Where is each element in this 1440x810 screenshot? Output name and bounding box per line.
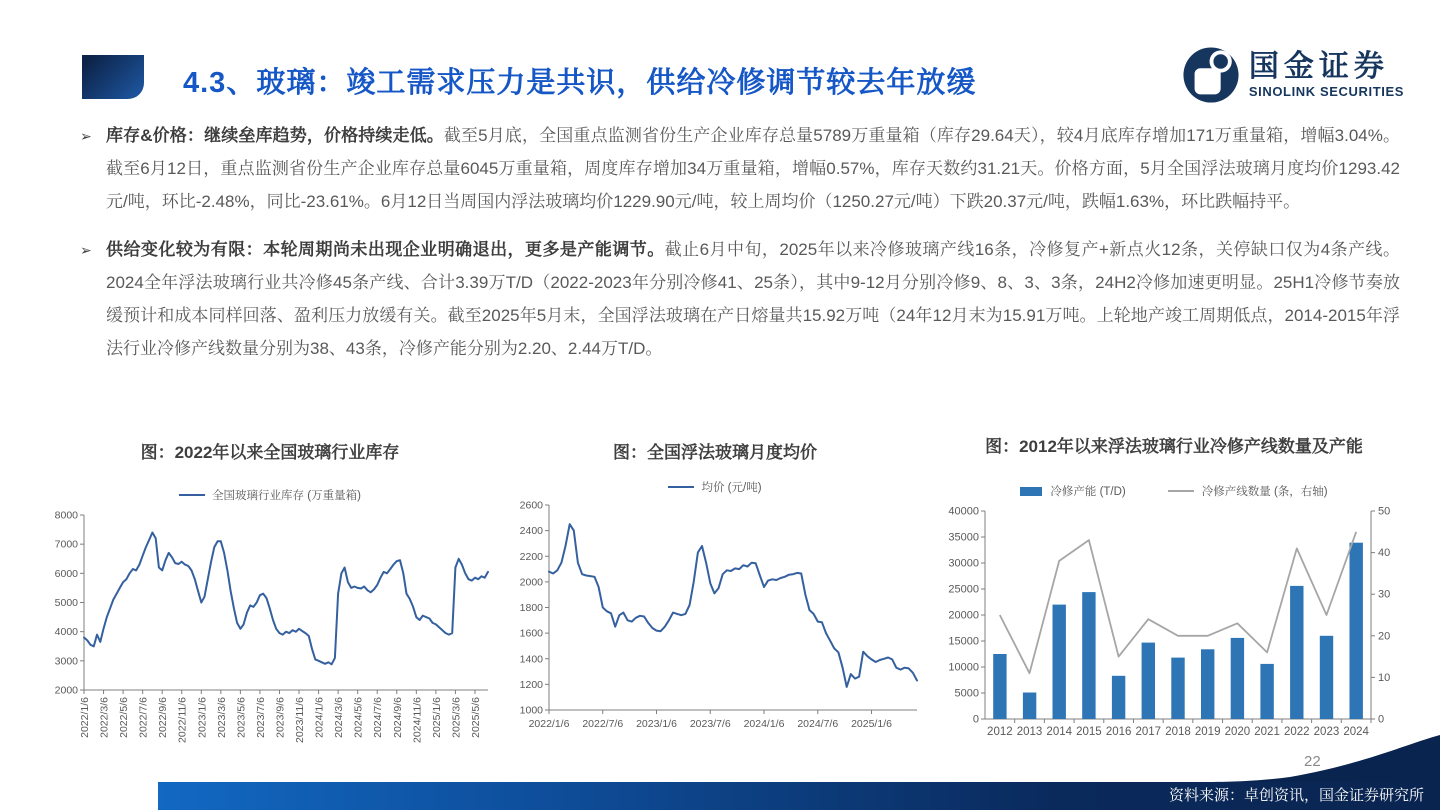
chart-title: 图：全国浮法玻璃月度均价 <box>613 443 817 462</box>
svg-text:2600: 2600 <box>519 499 543 512</box>
svg-text:2022/9/6: 2022/9/6 <box>157 697 170 738</box>
svg-text:7000: 7000 <box>54 538 78 551</box>
legend-line-swatch <box>1168 490 1194 493</box>
inventory-line-chart <box>40 507 500 769</box>
page-number: 22 <box>1304 753 1321 770</box>
legend-label: 均价 (元/吨) <box>701 482 762 494</box>
svg-text:1200: 1200 <box>519 678 543 691</box>
bullet-list <box>80 119 1400 380</box>
svg-text:2014: 2014 <box>1046 726 1073 738</box>
svg-text:10000: 10000 <box>948 661 979 674</box>
svg-text:2024/3/6: 2024/3/6 <box>333 697 346 738</box>
logo-name-cn: 国金证券 <box>1248 50 1389 83</box>
svg-text:2024: 2024 <box>1343 726 1369 738</box>
svg-text:2023: 2023 <box>1313 726 1340 738</box>
legend-bar-swatch <box>1020 487 1042 496</box>
svg-text:2023/9/6: 2023/9/6 <box>274 697 287 738</box>
svg-text:2024/1/6: 2024/1/6 <box>743 718 785 730</box>
svg-text:2024/7/6: 2024/7/6 <box>372 697 385 738</box>
svg-text:2024/9/6: 2024/9/6 <box>391 697 404 738</box>
bullet-item-supply <box>80 233 1400 365</box>
chart-panel-inventory <box>40 438 500 774</box>
svg-text:2017: 2017 <box>1135 726 1162 738</box>
svg-text:2023/7/6: 2023/7/6 <box>689 718 731 730</box>
svg-text:8000: 8000 <box>54 509 78 522</box>
chart-legend <box>40 487 500 503</box>
svg-text:2018: 2018 <box>1165 726 1191 738</box>
svg-text:2022/11/6: 2022/11/6 <box>176 697 189 743</box>
svg-text:2013: 2013 <box>1016 726 1043 738</box>
svg-text:2024/7/6: 2024/7/6 <box>797 718 839 730</box>
svg-text:2025/5/6: 2025/5/6 <box>469 697 482 738</box>
svg-text:2022: 2022 <box>1283 726 1310 738</box>
svg-text:2000: 2000 <box>54 684 78 697</box>
svg-text:3000: 3000 <box>54 655 78 668</box>
svg-text:5000: 5000 <box>954 687 979 700</box>
page-title: 4.3、玻璃：竣工需求压力是共识，供给冷修调节较去年放缓 <box>183 67 977 99</box>
legend-label: 冷修产线数量 (条，右轴) <box>1201 486 1328 498</box>
svg-text:2020: 2020 <box>1224 726 1251 738</box>
svg-text:2022/5/6: 2022/5/6 <box>118 697 131 738</box>
price-line-chart <box>505 499 925 736</box>
legend-label: 冷修产能 (T/D) <box>1050 486 1126 498</box>
svg-text:40000: 40000 <box>948 505 979 518</box>
svg-text:2025/1/6: 2025/1/6 <box>430 697 443 738</box>
svg-text:2024/1/6: 2024/1/6 <box>313 697 326 738</box>
bullet-arrow-icon: ➢ <box>80 128 92 144</box>
section-marker <box>82 55 144 99</box>
footer-bar <box>158 782 1440 810</box>
svg-text:6000: 6000 <box>54 567 78 580</box>
svg-text:20000: 20000 <box>948 609 979 622</box>
svg-text:15000: 15000 <box>948 635 979 648</box>
svg-text:2024/5/6: 2024/5/6 <box>352 697 365 738</box>
company-logo <box>1182 46 1404 104</box>
svg-text:2022/1/6: 2022/1/6 <box>79 697 91 738</box>
svg-text:2400: 2400 <box>519 525 543 538</box>
bullet-arrow-icon: ➢ <box>80 242 92 258</box>
bullet-lead: 库存&价格：继续垒库趋势，价格持续走低。 <box>106 126 444 145</box>
svg-text:40: 40 <box>1378 547 1391 560</box>
svg-text:2025/1/6: 2025/1/6 <box>851 718 892 730</box>
bullet-text: 截至5月底，全国重点监测省份生产企业库存总量5789万重量箱（库存29.64天），较4月底库存增加171万重量箱，增幅3.04%。截至6月12日，重点监测省份生产企业库存总量6045万重量箱，周度库存增加34万重量箱，增幅0.57%，库存天数约31.21天。价格方面，5月全国浮法玻璃月度均价1293.42元/吨，环比-2.48%，同比-23.61%。6月12日当周国内浮法玻璃均价1229.90元/吨，较上周均价（1250.27元/吨）下跌20.37元/吨，跌幅1.63%，环比跌幅持平。 <box>106 126 1400 211</box>
chart-panel-price <box>505 438 925 741</box>
svg-text:2023/1/6: 2023/1/6 <box>636 718 677 730</box>
logo-text <box>1249 52 1404 98</box>
chart-panel-cold-repair <box>933 432 1415 748</box>
svg-text:10: 10 <box>1378 671 1391 684</box>
svg-text:2012: 2012 <box>987 726 1013 738</box>
svg-text:2000: 2000 <box>519 576 543 589</box>
svg-text:1400: 1400 <box>519 653 543 666</box>
bullet-lead: 供给变化较为有限：本轮周期尚未出现企业明确退出，更多是产能调节。 <box>106 240 665 259</box>
svg-text:0: 0 <box>1378 713 1385 726</box>
chart-legend <box>505 479 925 495</box>
svg-text:1800: 1800 <box>519 602 543 614</box>
bullet-item-inventory-price <box>80 119 1400 218</box>
svg-text:4000: 4000 <box>54 626 78 639</box>
svg-text:2022/7/6: 2022/7/6 <box>582 718 624 730</box>
svg-text:1600: 1600 <box>519 627 543 640</box>
cold-repair-combo-chart <box>933 503 1415 743</box>
logo-name-en: SINOLINK SECURITIES <box>1248 84 1404 99</box>
svg-text:2024/11/6: 2024/11/6 <box>411 697 424 743</box>
svg-text:2023/11/6: 2023/11/6 <box>294 697 307 743</box>
svg-text:25000: 25000 <box>948 583 979 596</box>
svg-text:5000: 5000 <box>54 597 78 609</box>
svg-text:30: 30 <box>1378 588 1391 601</box>
svg-text:2016: 2016 <box>1105 726 1132 738</box>
svg-text:2025/3/6: 2025/3/6 <box>450 697 463 738</box>
legend-line-swatch <box>668 486 694 489</box>
svg-text:2023/3/6: 2023/3/6 <box>215 697 228 738</box>
svg-text:2022/3/6: 2022/3/6 <box>98 697 111 738</box>
svg-text:2023/5/6: 2023/5/6 <box>235 697 248 738</box>
svg-text:2022/7/6: 2022/7/6 <box>137 697 150 738</box>
svg-text:35000: 35000 <box>948 531 979 544</box>
bullet-text: 截止6月中旬，2025年以来冷修玻璃产线16条，冷修复产+新点火12条，关停缺口仅为4条产线。2024全年浮法玻璃行业共冷修45条产线、合计3.39万T/D（2022-2023年分别冷修41、25条），其中9-12月分别冷修9、8、3、3条，24H2冷修加速更明显。25H1冷修节奏放缓预计和成本同样回落、盈利压力放缓有关。截至2025年5月末，全国浮法玻璃在产日熔量共15.92万吨（24年12月末为15.91万吨。上轮地产竣工周期低点，2014-2015年浮法行业冷修产线数量分别为38、43条，冷修产能分别为2.20、2.44万T/D。 <box>106 240 1400 358</box>
svg-text:2019: 2019 <box>1194 726 1221 738</box>
svg-text:1000: 1000 <box>519 704 543 717</box>
legend-line-swatch <box>179 494 205 497</box>
svg-text:20: 20 <box>1378 630 1391 643</box>
svg-text:2023/7/6: 2023/7/6 <box>254 697 267 738</box>
svg-text:50: 50 <box>1378 505 1391 518</box>
chart-title: 图：2012年以来浮法玻璃行业冷修产线数量及产能 <box>985 437 1363 456</box>
chart-title: 图：2022年以来全国玻璃行业库存 <box>140 443 400 462</box>
svg-text:30000: 30000 <box>948 557 979 570</box>
logo-icon <box>1182 46 1240 104</box>
svg-text:2022/1/6: 2022/1/6 <box>528 718 570 730</box>
svg-text:0: 0 <box>972 713 979 726</box>
svg-text:2023/1/6: 2023/1/6 <box>196 697 209 738</box>
legend-label: 全国玻璃行业库存 (万重量箱) <box>212 490 361 502</box>
svg-text:2015: 2015 <box>1076 726 1102 738</box>
source-text: 资料来源：卓创资讯，国金证券研究所 <box>1168 787 1424 804</box>
chart-legend <box>933 483 1415 499</box>
svg-text:2021: 2021 <box>1254 726 1280 738</box>
svg-text:2200: 2200 <box>519 550 543 563</box>
